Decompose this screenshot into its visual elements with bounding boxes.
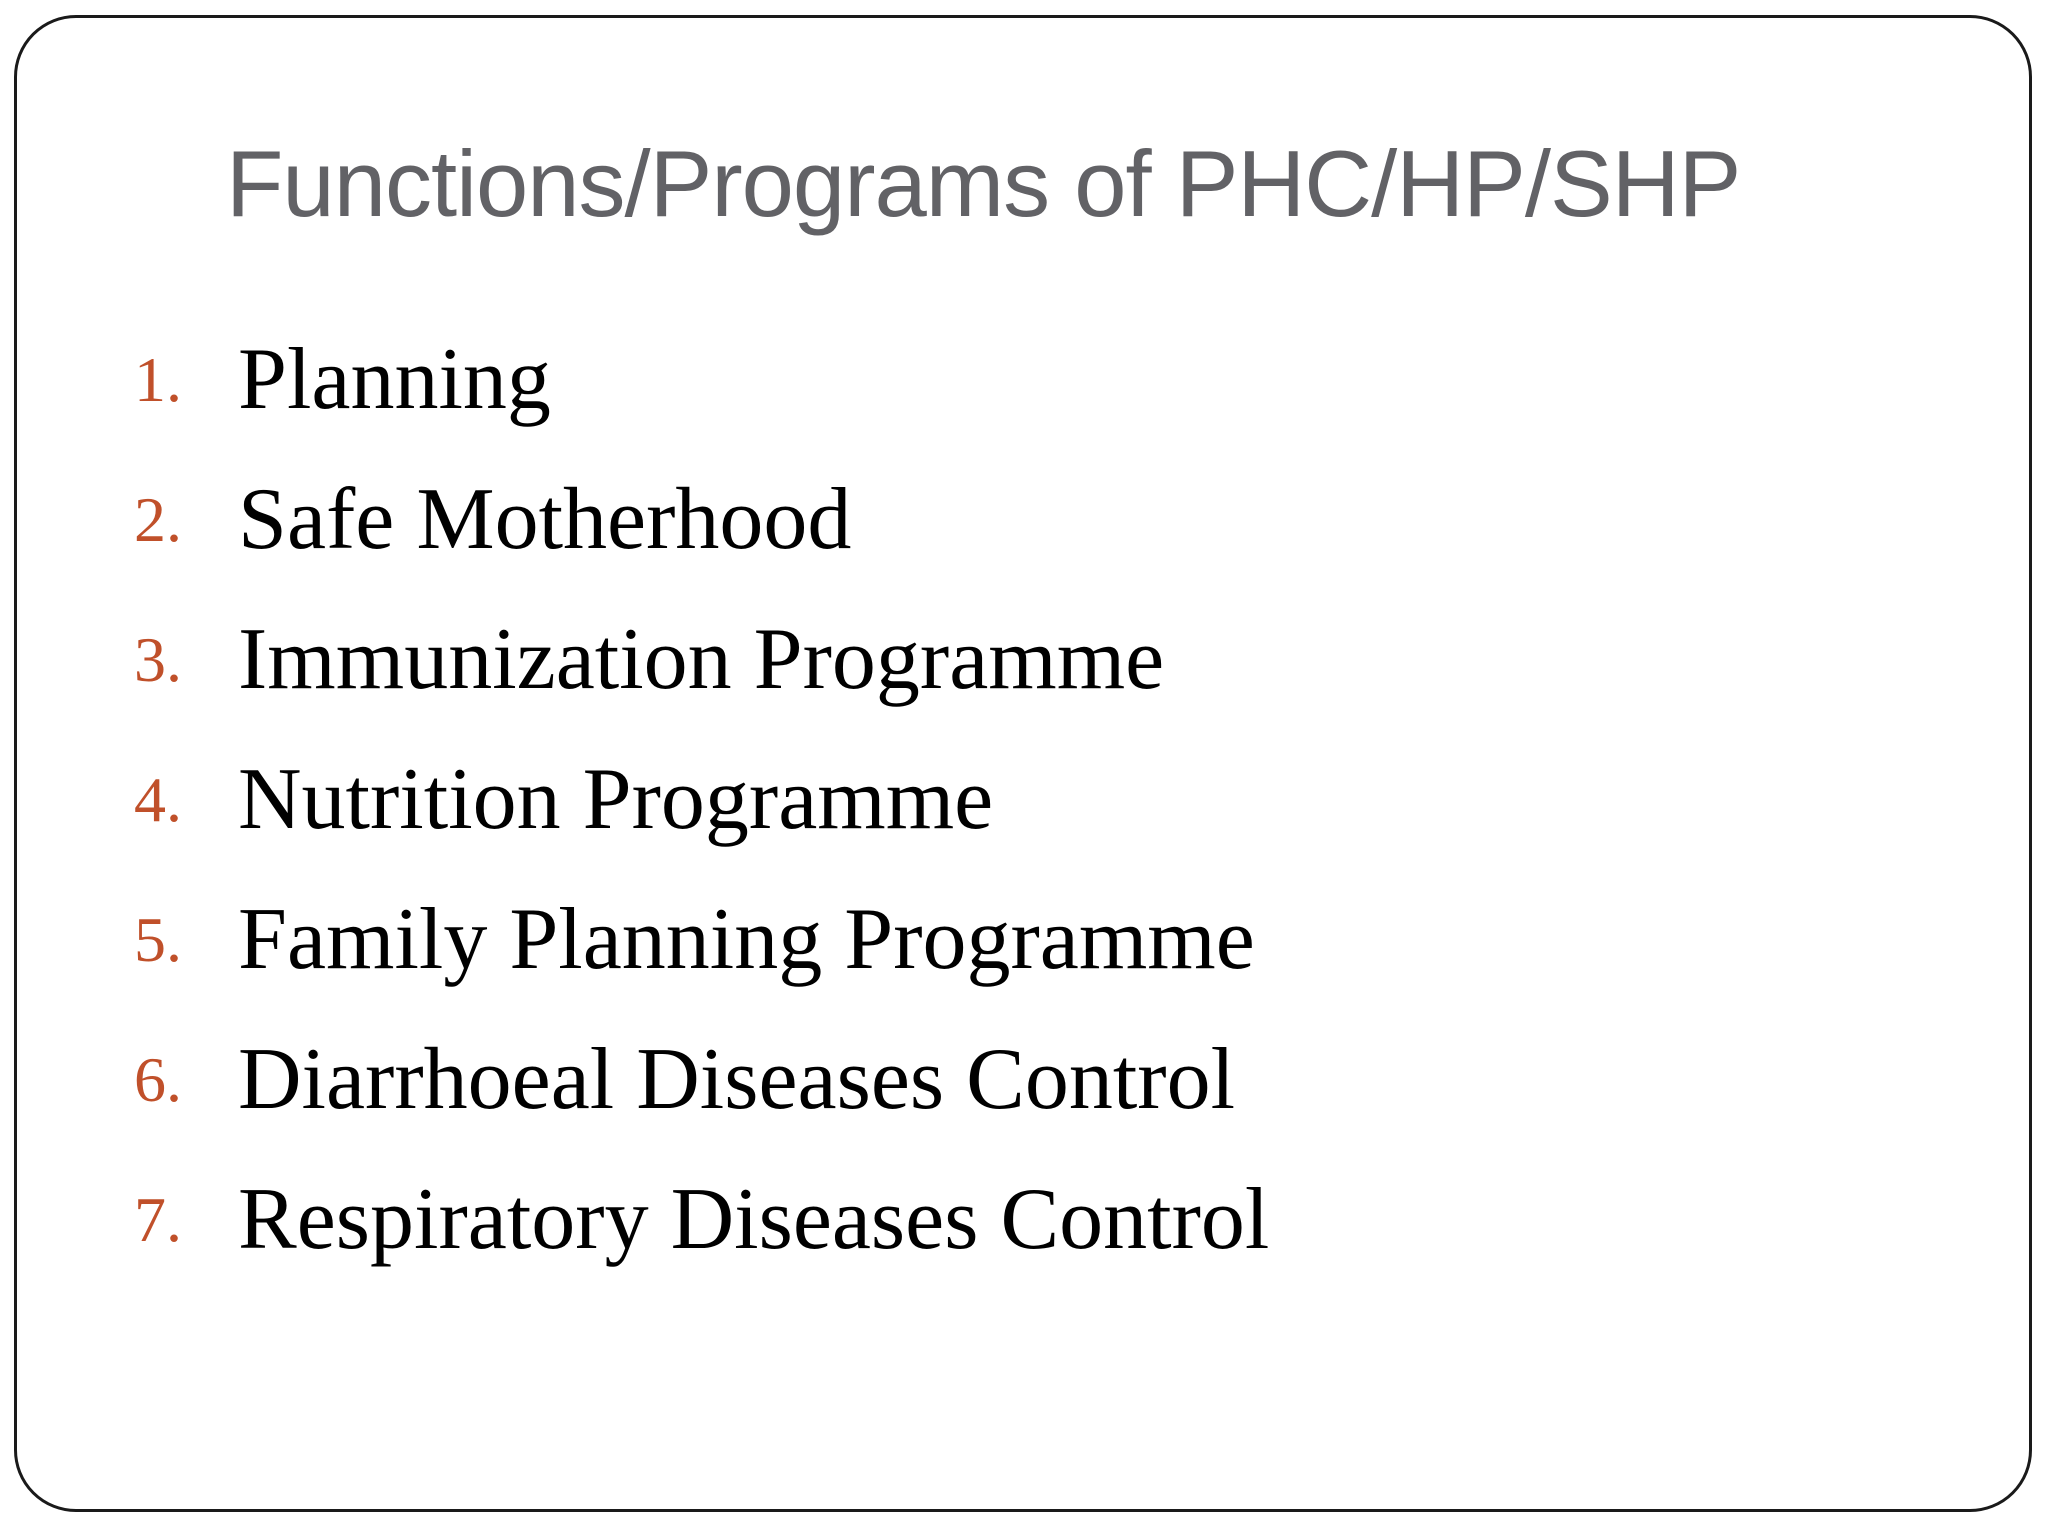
list-item-number: 5. — [134, 904, 182, 975]
list-item-number: 7. — [134, 1184, 182, 1255]
list-item-label: Family Planning Programme — [238, 891, 1255, 988]
list-item-label: Nutrition Programme — [238, 751, 994, 848]
list-item-label: Planning — [238, 331, 551, 428]
list-item-label: Safe Motherhood — [238, 471, 852, 568]
list-item-number: 3. — [134, 624, 182, 695]
list-item-number: 1. — [134, 344, 182, 415]
list-item-label: Respiratory Diseases Control — [238, 1171, 1270, 1268]
list-item-number: 2. — [134, 484, 182, 555]
slide-title: Functions/Programs of PHC/HP/SHP — [226, 131, 1741, 236]
list-item-label: Diarrhoeal Diseases Control — [238, 1031, 1236, 1128]
list-item-number: 6. — [134, 1044, 182, 1115]
list-item-number: 4. — [134, 764, 182, 835]
list-item-label: Immunization Programme — [238, 611, 1165, 708]
